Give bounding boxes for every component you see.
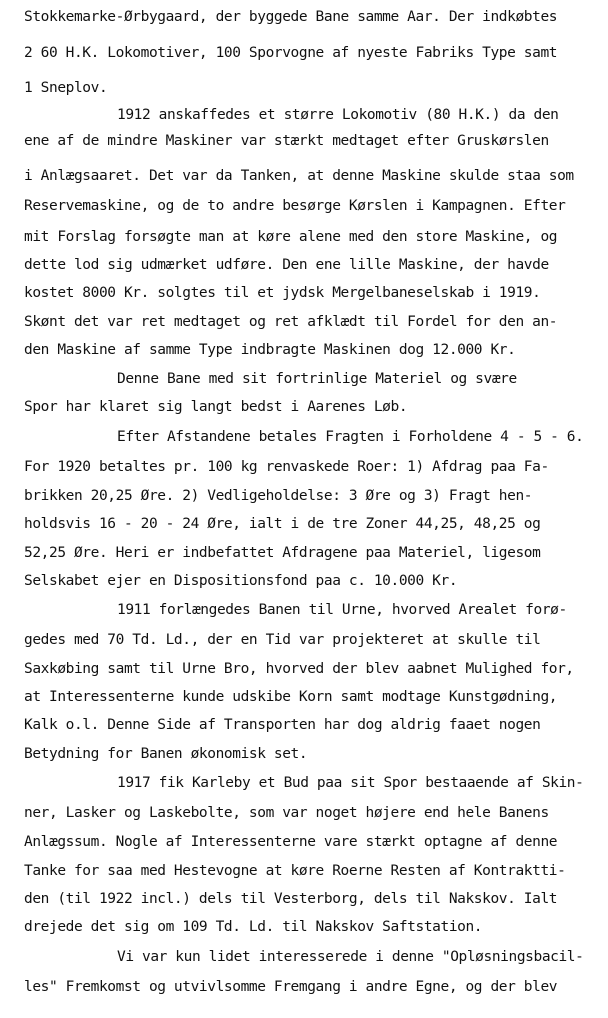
text-line: holdsvis 16 - 20 - 24 Øre, ialt i de tre Zoner 44,25, 48,25 og: [24, 516, 541, 532]
text-line: kostet 8000 Kr. solgtes til et jydsk Mergelbaneselskab i 1919.: [24, 285, 541, 301]
text-line: 1912 anskaffedes et større Lokomotiv (80 H.K.) da den: [117, 107, 559, 123]
text-line: ner, Lasker og Laskebolte, som var noget højere end hele Banens: [24, 805, 549, 821]
text-line: gedes med 70 Td. Ld., der en Tid var projekteret at skulle til: [24, 632, 541, 648]
text-line: Stokkemarke-Ørbygaard, der byggede Bane samme Aar. Der indkøbtes: [24, 9, 558, 25]
text-line: i Anlægsaaret. Det var da Tanken, at denne Maskine skulde staa som: [24, 168, 574, 184]
text-line: Efter Afstandene betales Fragten i Forholdene 4 - 5 - 6.: [117, 429, 584, 445]
text-line: Saxkøbing samt til Urne Bro, hvorved der blev aabnet Mulighed for,: [24, 661, 574, 677]
text-line: brikken 20,25 Øre. 2) Vedligeholdelse: 3 Øre og 3) Fragt hen-: [24, 488, 533, 504]
text-line: les" Fremkomst og utvivlsomme Fremgang i andre Egne, og der blev: [24, 979, 558, 995]
text-line: Vi var kun lidet interesserede i denne "Opløsningsbacil-: [117, 949, 584, 965]
text-line: den (til 1922 incl.) dels til Vesterborg, dels til Nakskov. Ialt: [24, 891, 558, 907]
text-line: Reservemaskine, og de to andre besørge Kørslen i Kampagnen. Efter: [24, 198, 566, 214]
text-line: For 1920 betaltes pr. 100 kg renvaskede Roer: 1) Afdrag paa Fa-: [24, 459, 549, 475]
text-line: drejede det sig om 109 Td. Ld. til Nakskov Saftstation.: [24, 919, 483, 935]
text-line: 1911 forlængedes Banen til Urne, hvorved Arealet forø-: [117, 602, 567, 618]
text-line: 1 Sneplov.: [24, 80, 108, 96]
text-line: 1917 fik Karleby et Bud paa sit Spor bestaaende af Skin-: [117, 775, 584, 791]
text-line: Selskabet ejer en Dispositionsfond paa c. 10.000 Kr.: [24, 573, 458, 589]
text-line: 52,25 Øre. Heri er indbefattet Afdragene paa Materiel, ligesom: [24, 545, 541, 561]
text-line: Spor har klaret sig langt bedst i Aarenes Løb.: [24, 399, 408, 415]
text-line: mit Forslag forsøgte man at køre alene med den store Maskine, og: [24, 229, 558, 245]
text-line: dette lod sig udmærket udføre. Den ene lille Maskine, der havde: [24, 257, 549, 273]
text-line: Skønt det var ret medtaget og ret afklædt til Fordel for den an-: [24, 314, 558, 330]
text-line: Betydning for Banen økonomisk set.: [24, 746, 308, 762]
text-line: Denne Bane med sit fortrinlige Materiel og svære: [117, 371, 517, 387]
text-line: Anlægssum. Nogle af Interessenterne vare stærkt optagne af denne: [24, 834, 558, 850]
text-line: at Interessenterne kunde udskibe Korn samt modtage Kunstgødning,: [24, 689, 558, 705]
text-line: Tanke for saa med Hestevogne at køre Roerne Resten af Kontraktti-: [24, 863, 566, 879]
text-line: ene af de mindre Maskiner var stærkt medtaget efter Gruskørslen: [24, 133, 549, 149]
text-line: Kalk o.l. Denne Side af Transporten har dog aldrig faaet nogen: [24, 717, 541, 733]
text-line: 2 60 H.K. Lokomotiver, 100 Sporvogne af nyeste Fabriks Type samt: [24, 45, 558, 61]
text-line: den Maskine af samme Type indbragte Maskinen dog 12.000 Kr.: [24, 342, 516, 358]
